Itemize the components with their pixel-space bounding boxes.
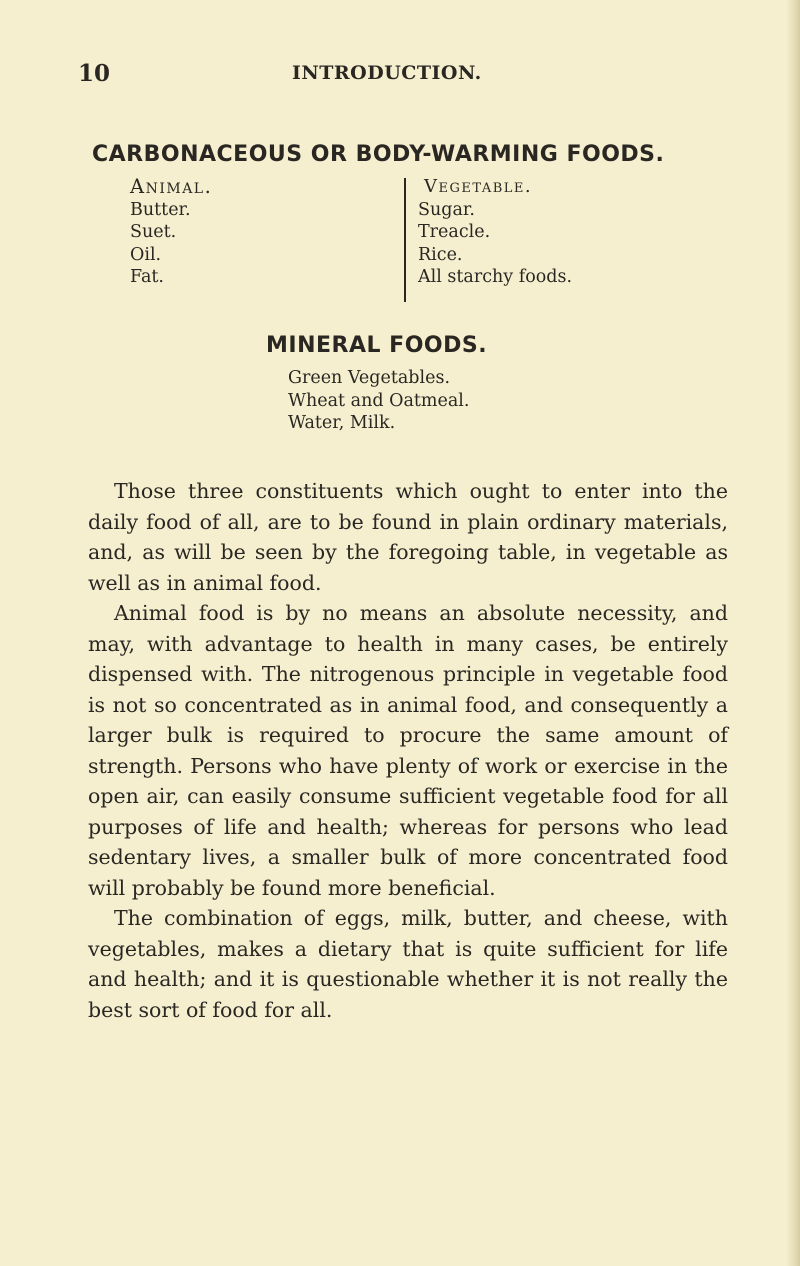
vegetable-item: Sugar.	[418, 199, 475, 220]
body-paragraph: Those three constituents which ought to enter into the daily food of all, are to be found in plain ordinary materials, and, as will be seen by the foregoing table, in vegetable as well as in animal food.	[88, 479, 728, 595]
body-paragraph: Animal food is by no means an absolute necessity, and may, with advantage to health in many cases, be entirely dispensed with. The nitrogenous principle in vegetable food is not so concentrated as in animal food, and consequently a larger bulk is required to procure the same amount of strength. Persons who have plenty of work or exercise in the open air, can easily consume sufficient vegetable food for all purposes of life and health; whereas for persons who lead sedentary lives, a smaller bulk of more concentrated food will probably be found more beneficial.	[88, 601, 728, 900]
body-text	[88, 476, 728, 1025]
mineral-item: Green Vegetables.	[288, 368, 451, 388]
animal-foods-column	[130, 176, 212, 289]
animal-item: Fat.	[130, 267, 164, 287]
mineral-foods-list	[288, 367, 469, 435]
animal-item: Suet.	[130, 222, 177, 242]
vegetable-item: Rice.	[418, 244, 463, 265]
mineral-item: Water, Milk.	[288, 413, 396, 433]
vegetable-item: All starchy foods.	[418, 267, 573, 287]
vegetable-item: Treacle.	[418, 222, 491, 242]
vegetable-foods-column	[418, 176, 572, 289]
column-divider	[404, 178, 406, 302]
body-paragraph: The combination of eggs, milk, butter, and cheese, with vegetables, makes a dietary that is quite sufficient for life and health; and it is questionable whether it is not really the best sort of food for all.	[88, 906, 728, 1022]
animal-item: Oil.	[130, 244, 162, 265]
vegetable-column-heading: Vegetable.	[424, 176, 533, 197]
animal-item: Butter.	[130, 199, 191, 220]
running-title: INTRODUCTION.	[292, 62, 482, 84]
page-edge-shadow	[786, 0, 800, 1266]
running-head	[78, 60, 692, 90]
mineral-foods-heading: MINERAL FOODS.	[266, 333, 488, 358]
carbonaceous-foods-heading: CARBONACEOUS OR BODY-WARMING FOODS.	[92, 142, 665, 167]
page-number: 10	[78, 60, 111, 87]
mineral-item: Wheat and Oatmeal.	[288, 390, 470, 411]
animal-column-heading: Animal.	[130, 175, 213, 198]
